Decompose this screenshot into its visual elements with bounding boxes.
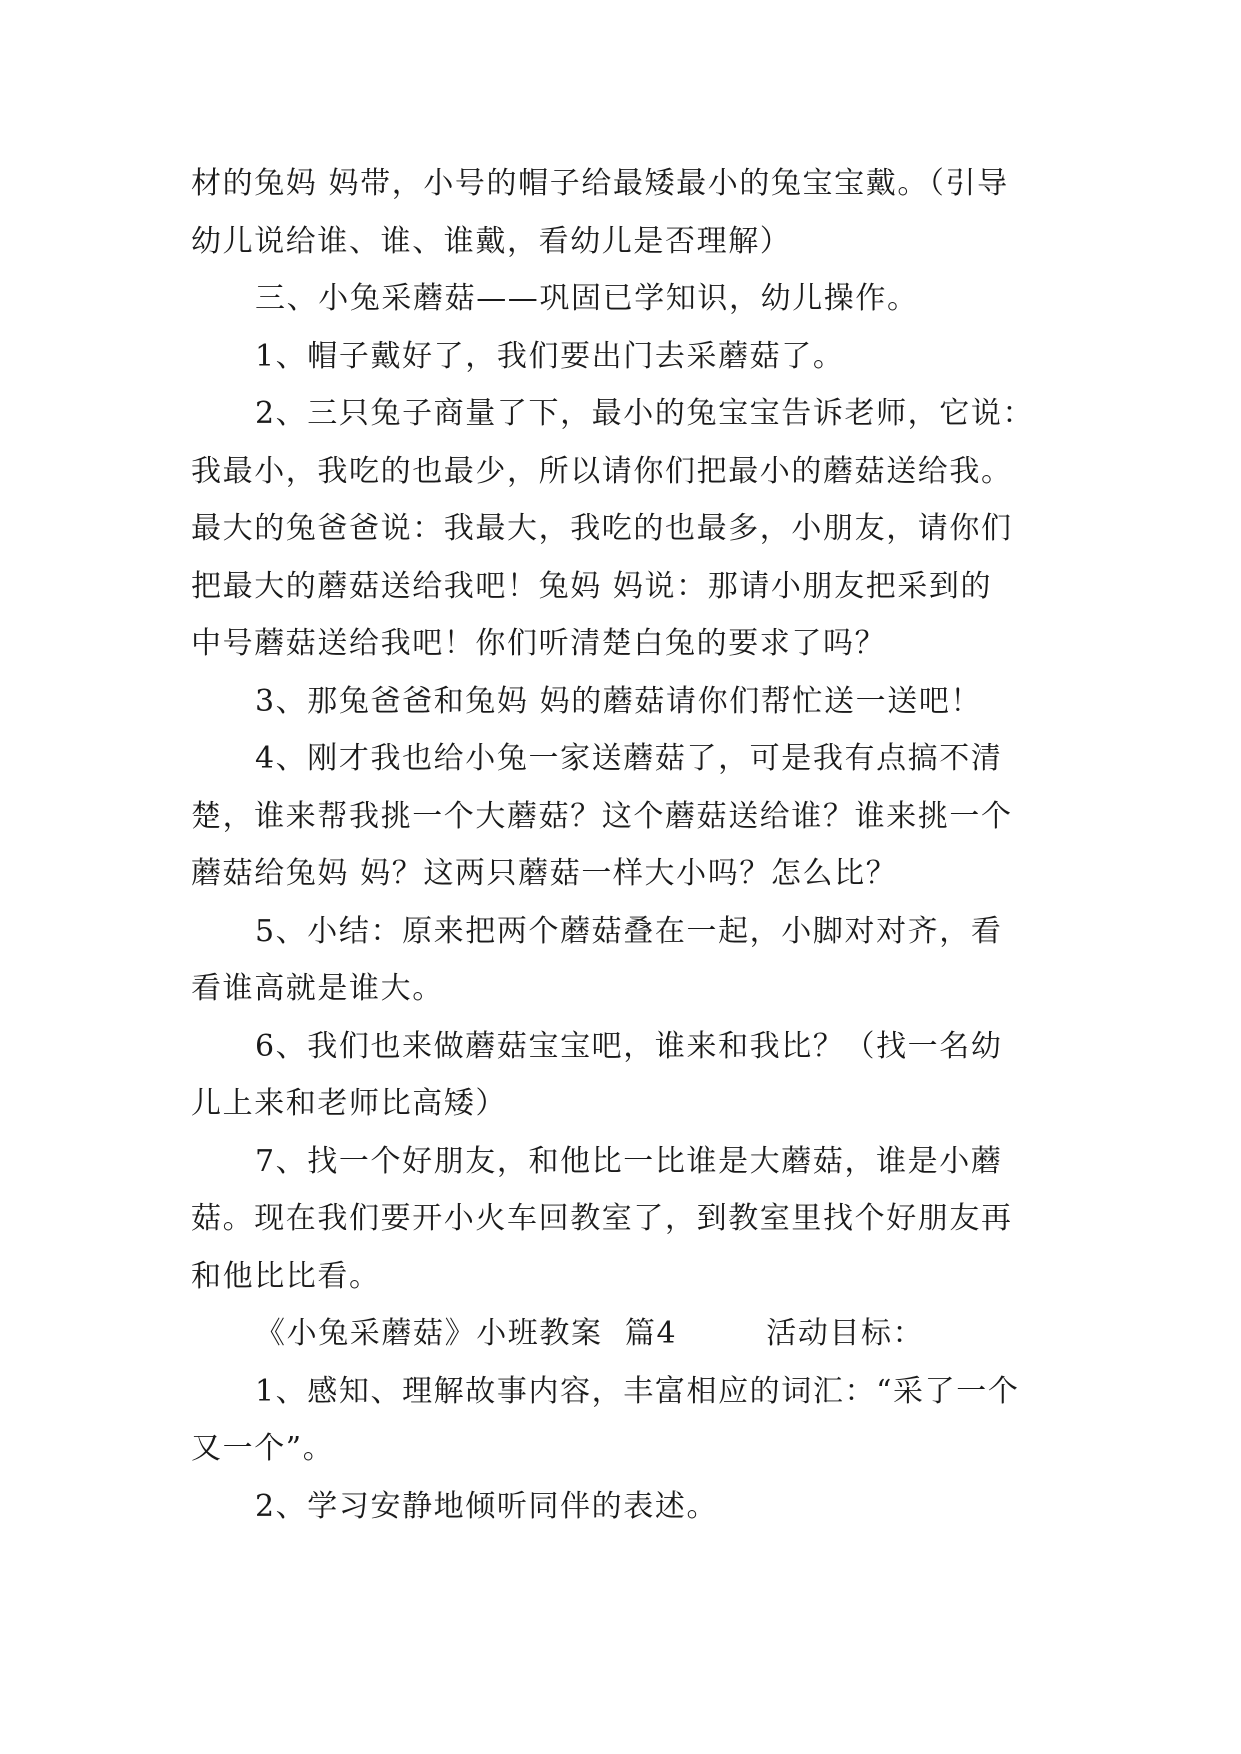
text-line: 1、帽子戴好了，我们要出门去采蘑菇了。 (255, 338, 845, 374)
text-line: 1、感知、理解故事内容，丰富相应的词汇：“采了一个 (255, 1373, 1020, 1409)
text-line: 又一个”。 (191, 1431, 335, 1466)
text-line: 4、刚才我也给小兔一家送蘑菇了，可是我有点搞不清 (255, 741, 1003, 776)
text-line: 2、学习安静地倾听同伴的表述。 (255, 1488, 719, 1524)
text-line: 看谁高就是谁大。 (191, 971, 444, 1006)
text-line: 幼儿说给谁、谁、谁戴，看幼儿是否理解） (191, 223, 792, 259)
text-line: 材的兔妈 妈带，小号的帽子给最矮最小的兔宝宝戴。（引导 (191, 166, 1009, 201)
text-line: 2、三只兔子商量了下，最小的兔宝宝告诉老师，它说： (255, 396, 1035, 431)
text-line: 6、我们也来做蘑菇宝宝吧，谁来和我比？（找一名幼 (255, 1028, 1003, 1064)
text-line: 7、找一个好朋友，和他比一比谁是大蘑菇，谁是小蘑 (255, 1143, 1003, 1179)
section-heading: 《小兔采蘑菇》小班教案 篇4 活动目标： (255, 1316, 925, 1351)
text-line: 中号蘑菇送给我吧！你们听清楚白兔的要求了吗？ (191, 626, 887, 661)
document-body (191, 155, 1051, 1535)
text-line: 3、那兔爸爸和兔妈 妈的蘑菇请你们帮忙送一送吧！ (255, 683, 983, 719)
text-line: 儿上来和老师比高矮） (191, 1086, 507, 1121)
text-line: 蘑菇给兔妈 妈？这两只蘑菇一样大小吗？怎么比？ (191, 856, 898, 891)
text-line: 菇。现在我们要开小火车回教室了，到教室里找个好朋友再 (191, 1201, 1013, 1236)
text-line: 5、小结：原来把两个蘑菇叠在一起，小脚对对齐，看 (255, 913, 1003, 949)
section-heading: 三、小兔采蘑菇——巩固已学知识，幼儿操作。 (255, 281, 919, 316)
text-line: 把最大的蘑菇送给我吧！兔妈 妈说：那请小朋友把采到的 (191, 568, 993, 604)
text-line: 最大的兔爸爸说：我最大，我吃的也最多，小朋友，请你们 (191, 511, 1013, 546)
text-line: 我最小，我吃的也最少，所以请你们把最小的蘑菇送给我。 (191, 453, 1013, 489)
text-line: 和他比比看。 (191, 1258, 381, 1294)
text-line: 楚，谁来帮我挑一个大蘑菇？这个蘑菇送给谁？谁来挑一个 (191, 798, 1013, 834)
